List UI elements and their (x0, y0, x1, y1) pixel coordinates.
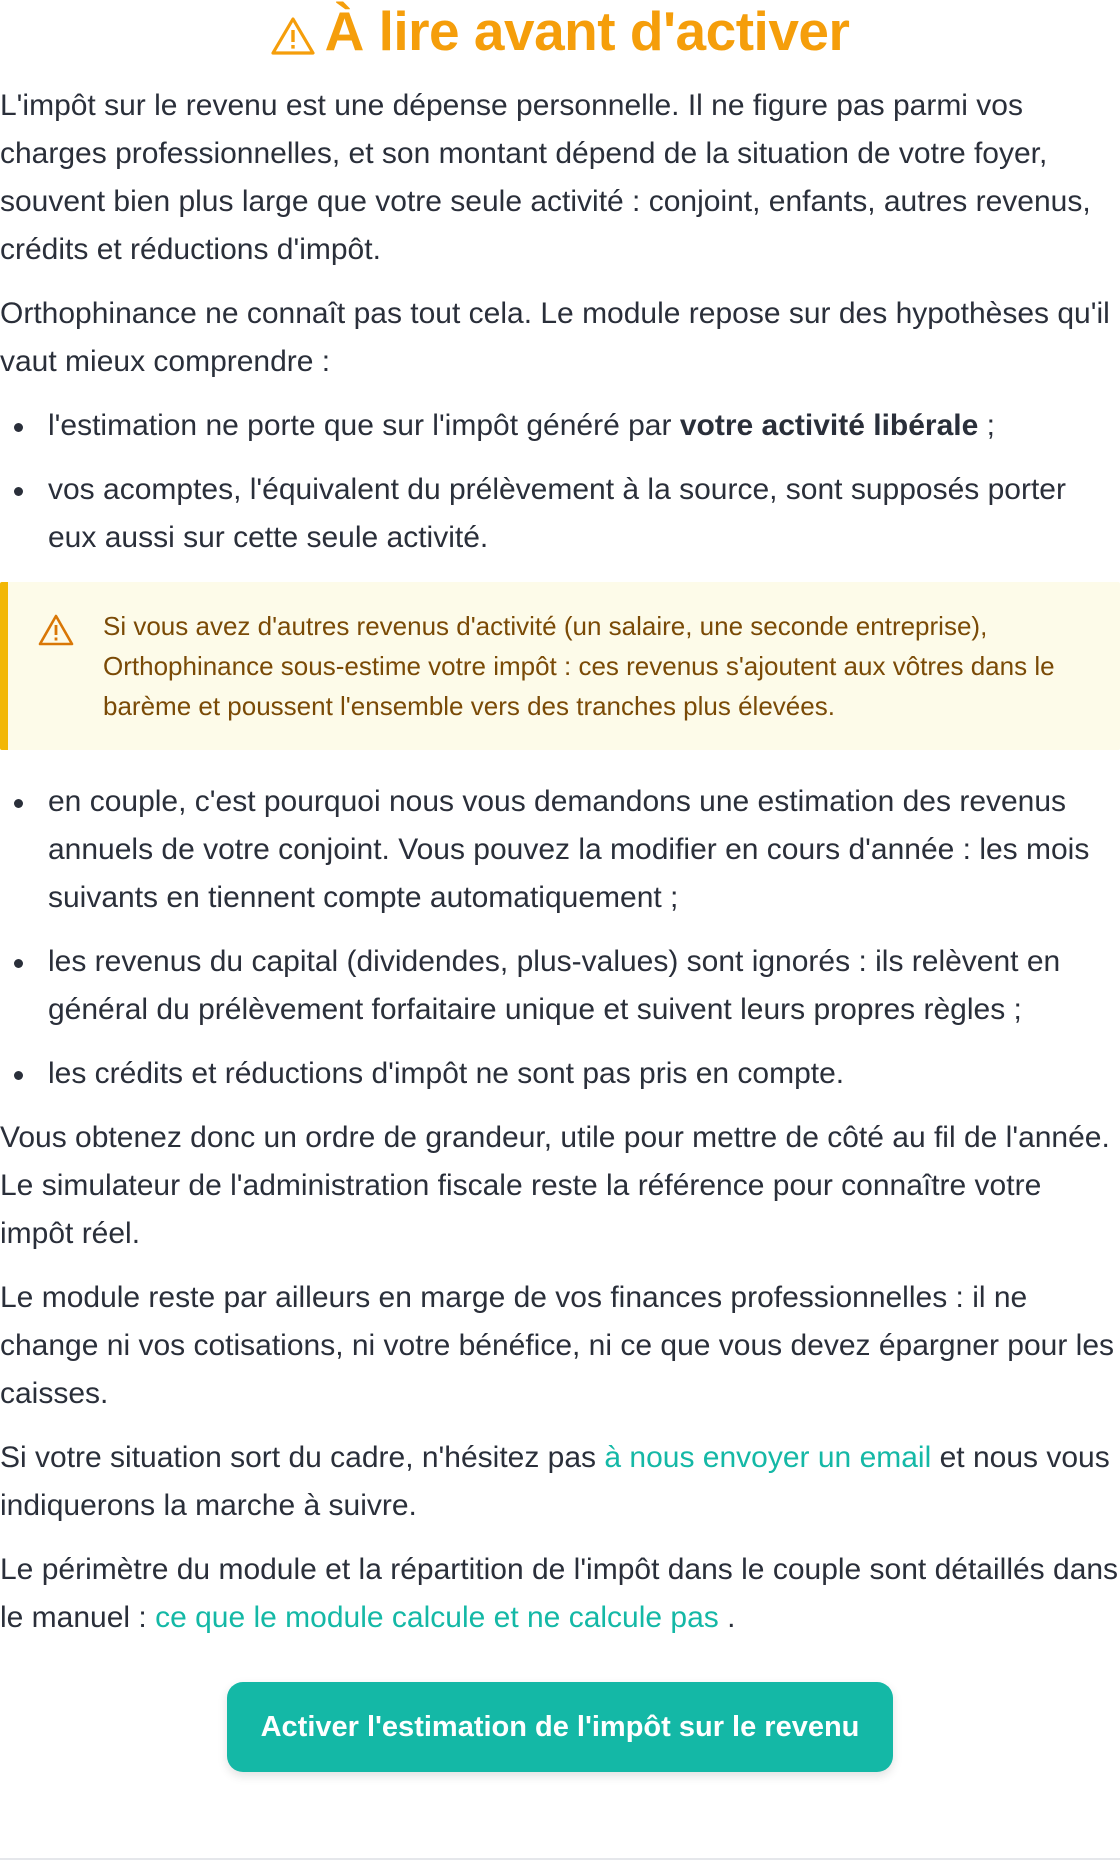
activate-estimate-button[interactable]: Activer l'estimation de l'impôt sur le revenu (227, 1682, 894, 1772)
manual-link[interactable]: ce que le module calcule et ne calcule pas (155, 1601, 719, 1634)
list-item (0, 402, 1120, 450)
intro-paragraph-1: L'impôt sur le revenu est une dépense personnelle. Il ne figure pas parmi vos charges professionnelles, et son montant dépend de la situation de votre foyer, souvent bien plus large que votre seule activité : conjoint, enfants, autres revenus, crédits et réductions d'impôt. (0, 89, 1091, 266)
page-title (0, 0, 1120, 60)
cta-wrapper (0, 1682, 1120, 1772)
warning-callout (0, 582, 1120, 750)
warning-icon (271, 16, 315, 56)
list-item: vos acomptes, l'équivalent du prélèvement à la source, sont supposés porter eux aussi sur cette seule activité. (0, 466, 1120, 562)
list-item-text: l'estimation ne porte que sur l'impôt généré par (48, 409, 680, 442)
list-item-emphasis: votre activité libérale (679, 409, 979, 442)
assumptions-list (0, 402, 1120, 562)
intro-paragraph-2: Orthophinance ne connaît pas tout cela. Le module repose sur des hypothèses qu'il vaut mieux comprendre : (0, 297, 1110, 378)
scope-paragraph: Le module reste par ailleurs en marge de vos finances professionnelles : il ne change ni vos cotisations, ni votre bénéfice, ni ce que vous devez épargner pour les caisses. (0, 1281, 1115, 1410)
manual-paragraph (0, 1546, 1120, 1642)
warning-callout-text: Si vous avez d'autres revenus d'activité (un salaire, une seconde entreprise), Orthophinance sous-estime votre impôt : ces revenus s'ajoutent aux vôtres dans le barème et poussent l'ensemble vers des tranches plus élevées. (103, 611, 1055, 721)
contact-paragraph (0, 1434, 1120, 1530)
manual-text-end: . (718, 1601, 736, 1634)
contact-text: Si votre situation sort du cadre, n'hésitez pas (0, 1441, 605, 1474)
list-item: en couple, c'est pourquoi nous vous demandons une estimation des revenus annuels de votre conjoint. Vous pouvez la modifier en cours d'année : les mois suivants en tiennent compte automatiquement ; (0, 778, 1120, 922)
email-link[interactable]: à nous envoyer un email (604, 1441, 932, 1474)
page-title-text: À lire avant d'activer (324, 0, 850, 62)
list-item: les crédits et réductions d'impôt ne sont pas pris en compte. (0, 1050, 1120, 1098)
conclusion-paragraph: Vous obtenez donc un ordre de grandeur, utile pour mettre de côté au fil de l'année. Le simulateur de l'administration fiscale reste la référence pour connaître votre impôt réel. (0, 1121, 1110, 1250)
list-item-text-end: ; (978, 409, 995, 442)
manual-text: Le périmètre du module et la répartition de l'impôt dans le couple sont détaillés dans le manuel : (0, 1553, 1119, 1634)
bottom-divider (0, 1858, 1120, 1860)
contact-text-end: et nous vous indiquerons la marche à suivre. (0, 1441, 1110, 1522)
list-item: les revenus du capital (dividendes, plus-values) sont ignorés : ils relèvent en général du prélèvement forfaitaire unique et suivent leurs propres règles ; (0, 938, 1120, 1034)
assumptions-list-continued (0, 778, 1120, 1098)
warning-icon (38, 614, 74, 646)
